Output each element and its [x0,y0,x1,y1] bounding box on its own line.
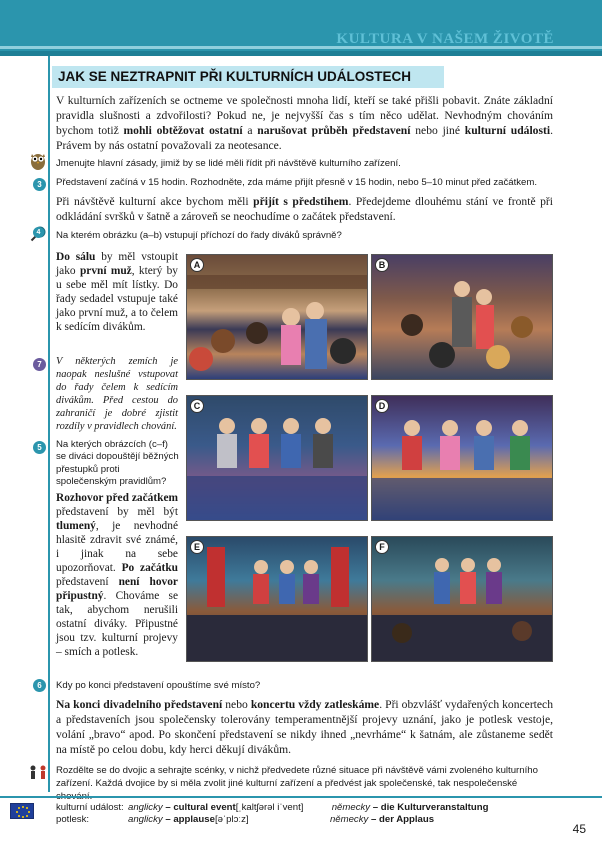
picture-e-label: E [190,540,204,554]
picture-f-label: F [375,540,389,554]
picture-f-scene [372,537,553,662]
arrival-paragraph: Při návštěvě kulturní akce bychom měli přijít s předstihem. Předejdeme dlouhému stání ve frontě při odkládání svršků v šatně a zároveň se neochudíme o začátek představení. [56,195,553,223]
section-header: KULTURA V NAŠEM ŽIVOTĚ [336,31,554,47]
task-5-text: Na kterých obrázcích (c–f) se diváci dopouštějí běžných přestupků proti společenským pravidlům? [56,439,179,488]
band-rule-dark [0,51,602,56]
picture-e-scene [187,537,368,662]
vocab-row-1: kulturní událost: anglicky – cultural event[ˌkaltʃərəl iˈvent] německy – die Kulturveranstaltung [56,802,489,813]
task-6-text: Kdy po konci představení opouštíme své místo? [56,680,261,691]
margin-line [48,56,50,792]
entry-rule-text: Do sálu by měl vstoupit jako první muž, který by u sebe měl mít lístky. Do řady sedadel vstupuje také jako první muž, a to čelem k sedícím divákům. [56,251,178,333]
picture-c-scene [187,396,368,521]
intro-paragraph: V kulturních zařízeních se octneme ve společnosti mnoha lidí, kteří se také přišli pobavit. Znáte základní pravidla slušnosti a zdvořilosti? Pokud ne, je nejvyšší čas s tím něco udělat. Nevhodným chováním bychom totiž mohli obtěžovat ostatní a narušovat průběh představení nebo jiné kulturní události. Právem by nás ostatní považovali za neotesance. [56,94,553,152]
picture-d [371,395,553,521]
conversation-rule-text: Rozhovor před začátkem představení by měl být tlumený, je nevhodné hlasitě zdravit své známé, i jinak na sebe upozorňovat. Po začátku představení není hovor připustný. Chováme se tak, abychom nerušili ostatní diváky. Připustné jsou tzv. kulturní projevy – smích a potlesk. [56,492,178,658]
note-badge: 7 [33,358,46,371]
task-principles: Jmenujte hlavní zásady, jimiž by se lidé měli řídit při návštěvě kulturního zařízení. [56,158,401,169]
picture-d-scene [372,396,553,521]
page-number: 45 [572,822,586,836]
picture-b-label: B [375,258,389,272]
picture-a-label: A [190,258,204,272]
picture-f [371,536,553,662]
picture-a-scene [187,255,368,380]
picture-d-label: D [375,399,389,413]
picture-c-label: C [190,399,204,413]
vocab-row-2: potlesk: anglicky – applause[əˈplɔːz] německy – der Applaus [56,814,435,825]
foreign-note: V některých zemích je naopak neslušné vstupovat do řady čelem k sedícím divákům. Před cestou do zahraničí je dobré zjistit rozdíly v pravidlech chování. [56,356,178,432]
task-4-badge: 4 [33,227,44,238]
owl-icon [30,151,46,171]
task-3-text: Představení začíná v 15 hodin. Rozhodněte, zda máme přijít přesně v 15 hodin, nebo 5–10 minut před začátkem. [56,177,538,188]
picture-a [186,254,368,380]
applause-paragraph: Na konci divadelního představení nebo koncertu vždy zatleskáme. Při obzvlášť vydařených koncertech a představeních jsou společensky tolerovány temperamentnější projevy uznání, jako je potlesk vestoje, volání „bravo“ apod. Po skončení představení se nikdy ihned „nevrháme“ k šatnám, ale zůstaneme sedět na místě po celou dobu, kdy herci děkují divákům. [56,698,553,756]
picture-b [371,254,553,380]
picture-e [186,536,368,662]
picture-b-scene [372,255,553,380]
task-3-badge: 3 [33,178,46,191]
eu-flag-icon [10,803,34,819]
picture-c [186,395,368,521]
task-5-badge: 5 [33,441,46,454]
pair-activity-text: Rozdělte se do dvojic a sehrajte scénky, v nichž předvedete různé situace při návštěvě vámi zvoleného kulturního zařízení. Každá dvojice by si měla zvolit jiné kulturní zařízení a předvést jak společenské, tak nespolečenské chování. [56,765,538,802]
lesson-title: JAK SE NEZTRAPNIT PŘI KULTURNÍCH UDÁLOSTECH [52,66,444,88]
pair-activity-icon [28,765,48,783]
task-4-text: Na kterém obrázku (a–b) vstupují příchozí do řady diváků správně? [56,230,342,241]
task-6-badge: 6 [33,679,46,692]
